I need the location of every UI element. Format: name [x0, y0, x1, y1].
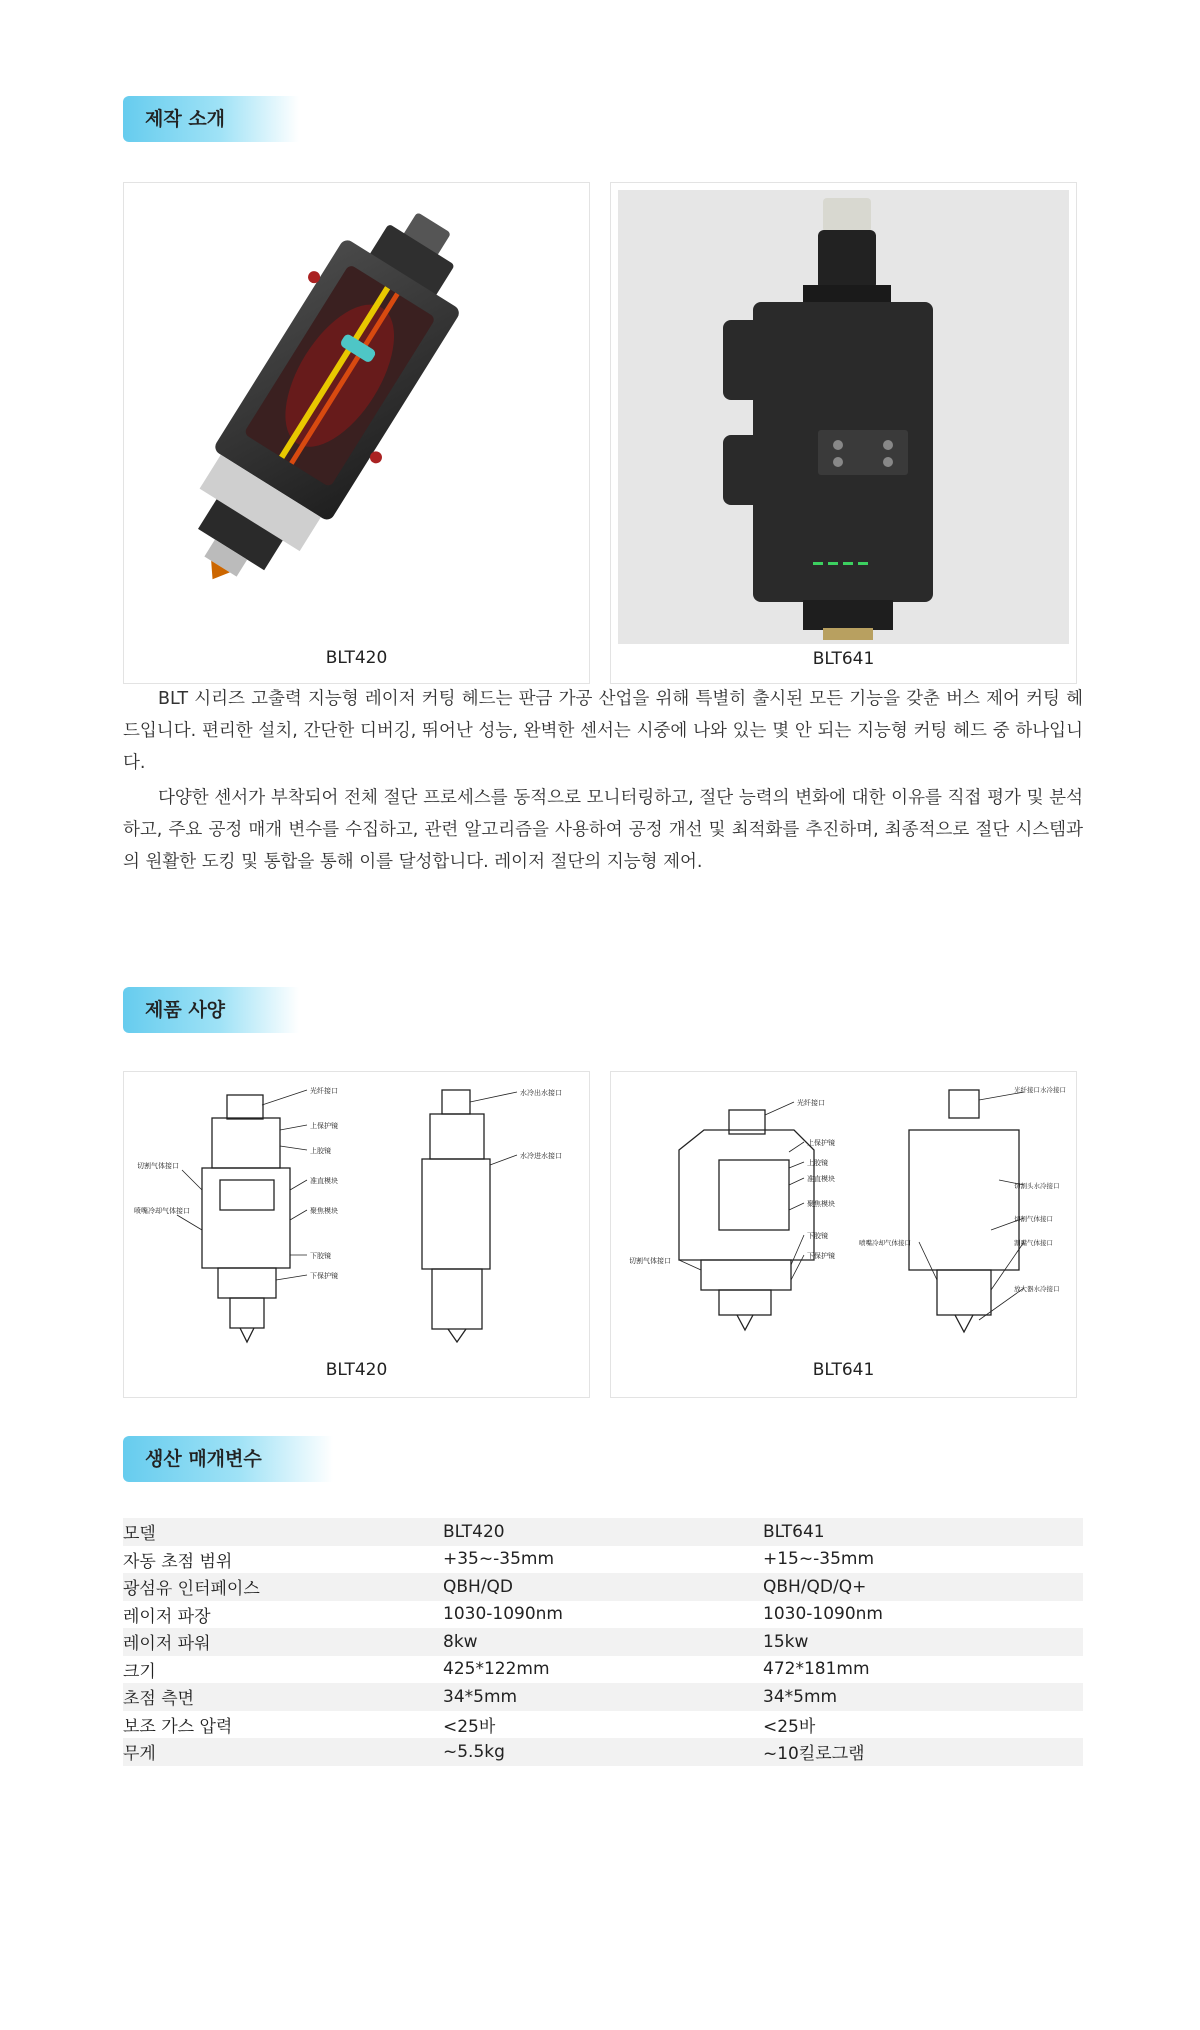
product-photo-blt641	[618, 190, 1069, 644]
svg-text:上胶镜: 上胶镜	[807, 1159, 828, 1167]
svg-text:下胶镜: 下胶镜	[310, 1252, 331, 1260]
product-caption-blt420: BLT420	[325, 648, 388, 668]
table-row	[123, 1738, 1083, 1766]
svg-text:准直模块: 准直模块	[310, 1177, 338, 1185]
diagram-blt420	[132, 1080, 581, 1350]
svg-text:水冷出水接口: 水冷出水接口	[520, 1089, 562, 1097]
table-row	[123, 1573, 1083, 1601]
blt420-value: 8kw	[443, 1628, 763, 1656]
blt420-value: QBH/QD	[443, 1573, 763, 1601]
svg-text:下保护镜: 下保护镜	[807, 1252, 835, 1260]
diagram-caption-blt420: BLT420	[325, 1360, 388, 1380]
row-label: 광섬유 인터페이스	[123, 1573, 443, 1601]
table-row	[123, 1683, 1083, 1711]
svg-text:下保护镜: 下保护镜	[310, 1272, 338, 1280]
svg-text:切割气体接口: 切割气体接口	[1014, 1215, 1053, 1223]
svg-text:切割气体接口: 切割气体接口	[629, 1257, 671, 1265]
intro-paragraph-2: 다양한 센서가 부착되어 전체 절단 프로세스를 동적으로 모니터링하고, 절단 능력의 변화에 대한 이유를 직접 평가 및 분석하고, 주요 공정 매개 변수를 수집하고, 관련 알고리즘을 사용하여 공정 개선 및 최적화를 추진하며, 최종적으로 절단 시스템과의 원활한 도킹 및 통합을 통해 이를 달성합니다. 레이저 절단의 지능형 제어.	[123, 788, 1083, 872]
blt641-value: QBH/QD/Q+	[763, 1573, 1083, 1601]
svg-text:聚焦模块: 聚焦模块	[807, 1200, 835, 1208]
row-label: 레이저 파워	[123, 1628, 443, 1656]
blt641-value: BLT641	[763, 1518, 1083, 1546]
svg-text:上胶镜: 上胶镜	[310, 1147, 331, 1155]
blt641-value: ~10킬로그램	[763, 1738, 1083, 1766]
svg-text:喷嘴冷却气体接口: 喷嘴冷却气体接口	[859, 1239, 911, 1247]
diagram-blt641-side-labels	[859, 1085, 1066, 1293]
blt641-value: 34*5mm	[763, 1683, 1083, 1711]
product-card-blt641	[610, 182, 1077, 684]
row-label: 자동 초점 범위	[123, 1551, 233, 1572]
table-row	[123, 1518, 1083, 1546]
svg-text:下胶镜: 下胶镜	[807, 1232, 828, 1240]
blt641-value: 1030-1090nm	[763, 1604, 883, 1625]
svg-text:割嘴气体接口: 割嘴气体接口	[1014, 1239, 1053, 1247]
intro-paragraph-1: BLT 시리즈 고출력 지능형 레이저 커팅 헤드는 판금 가공 산업을 위해 특별히 출시된 모든 기능을 갖춘 버스 제어 커팅 헤드입니다. 편리한 설치, 간단한 디버깅, 뛰어난 성능, 완벽한 센서는 시중에 나와 있는 몇 안 되는 지능형 커팅 헤드 중 하나입니다.	[123, 689, 1083, 773]
diagram-blt420-side-labels	[520, 1088, 562, 1160]
diagram-card-blt641	[610, 1071, 1077, 1398]
blt420-value: 1030-1090nm	[443, 1604, 563, 1625]
product-card-blt420	[123, 182, 590, 684]
blt641-value: <25바	[763, 1716, 816, 1737]
svg-text:水冷进水接口: 水冷进水接口	[520, 1152, 562, 1160]
diagram-blt641	[619, 1080, 1068, 1350]
svg-text:聚焦模块: 聚焦模块	[310, 1207, 338, 1215]
row-label: 모델	[123, 1518, 443, 1546]
diagram-blt420-front-labels	[134, 1086, 338, 1280]
blt420-value: <25바	[443, 1716, 496, 1737]
svg-text:切割气体接口: 切割气体接口	[137, 1162, 179, 1170]
row-label: 보조 가스 압력	[123, 1716, 233, 1737]
section-tag-intro: 제작 소개	[123, 96, 299, 142]
blt420-value: +35~-35mm	[443, 1549, 555, 1570]
diagram-blt641-front-labels	[629, 1098, 835, 1265]
row-label: 초점 측면	[123, 1683, 443, 1711]
diagram-caption-blt641: BLT641	[812, 1360, 875, 1380]
section-tag-params: 생산 매개변수	[123, 1436, 333, 1482]
blt641-value: +15~-35mm	[763, 1549, 875, 1570]
svg-text:放大器水冷接口: 放大器水冷接口	[1014, 1285, 1060, 1293]
svg-text:上保护镜: 上保护镜	[310, 1122, 338, 1130]
blt420-value: 34*5mm	[443, 1683, 763, 1711]
svg-text:光纤接口水冷接口: 光纤接口水冷接口	[1014, 1086, 1066, 1094]
section-tag-spec: 제품 사양	[123, 987, 299, 1033]
spec-table	[123, 1518, 1083, 1766]
svg-text:切割头水冷接口: 切割头水冷接口	[1014, 1182, 1060, 1190]
svg-text:光纤接口: 光纤接口	[310, 1087, 338, 1095]
svg-text:光纤接口: 光纤接口	[797, 1099, 825, 1107]
svg-text:上保护镜: 上保护镜	[807, 1139, 835, 1147]
row-label: 무게	[123, 1738, 443, 1766]
row-label: 레이저 파장	[123, 1606, 211, 1627]
blt641-value: 15kw	[763, 1628, 1083, 1656]
blt420-value: BLT420	[443, 1518, 763, 1546]
row-label: 크기	[123, 1661, 156, 1682]
svg-text:准直模块: 准直模块	[807, 1175, 835, 1183]
product-caption-blt641: BLT641	[812, 649, 875, 669]
blt420-value: ~5.5kg	[443, 1738, 763, 1766]
product-photo-blt420	[132, 191, 581, 641]
diagram-card-blt420	[123, 1071, 590, 1398]
svg-text:喷嘴冷却气体接口: 喷嘴冷却气体接口	[134, 1207, 190, 1215]
table-row	[123, 1656, 1083, 1684]
table-row	[123, 1628, 1083, 1656]
table-row	[123, 1546, 1083, 1574]
blt420-value: 425*122mm	[443, 1659, 550, 1680]
table-row	[123, 1711, 1083, 1739]
blt641-value: 472*181mm	[763, 1659, 870, 1680]
table-row	[123, 1601, 1083, 1629]
